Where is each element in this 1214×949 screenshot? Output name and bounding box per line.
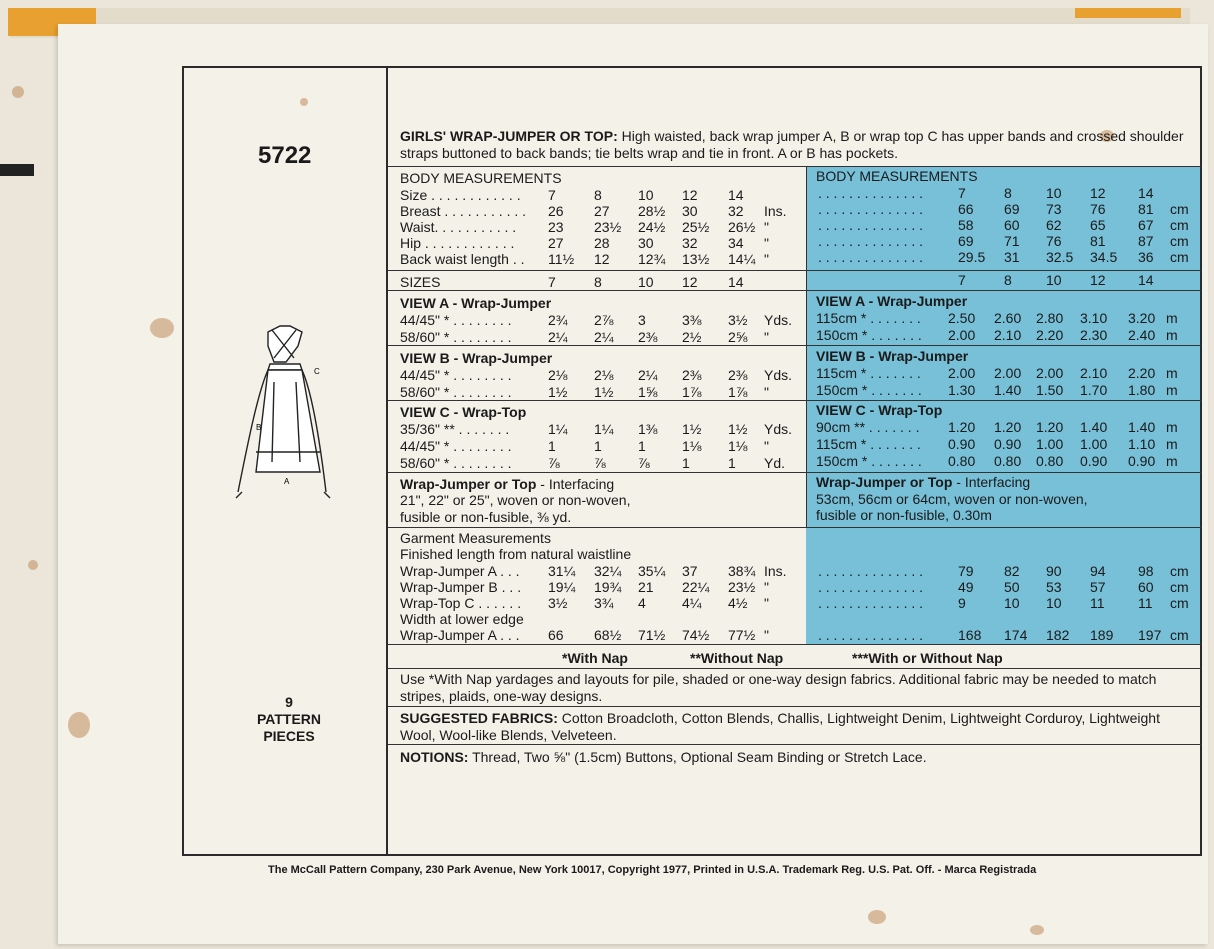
garment-unit: Ins. [764, 563, 787, 579]
metric-yardage-value: 3.20 [1128, 310, 1156, 326]
metric-yardage-value: 2.20 [1036, 327, 1064, 343]
interfacing-title-metric [816, 474, 1030, 490]
pieces-count: 9 [285, 694, 293, 710]
description-text: High waisted, back wrap jumper A, B or wrap top C has upper bands and crossed shoulder straps buttoned to back bands; tie belts wrap and tie in front. A or B has pockets. [400, 128, 1184, 161]
metric-yardage-value: 1.50 [1036, 382, 1064, 398]
metric-yardage-value: 1.00 [1036, 436, 1064, 452]
garment-value: 4 [638, 595, 646, 611]
view-title: VIEW C - Wrap-Top [400, 404, 527, 420]
metric-value: 69 [1004, 201, 1020, 217]
fabrics-title: SUGGESTED FABRICS: [400, 710, 558, 726]
metric-leader-dots: . . . . . . . . . . . . . . [818, 217, 924, 233]
metric-yardage-value: 1.80 [1128, 382, 1156, 398]
body-measurements-title-metric: BODY MEASUREMENTS [816, 168, 978, 184]
stain [1030, 925, 1044, 935]
metric-yardage-value: 2.00 [948, 365, 976, 381]
metric-yardage-value: 1.40 [1080, 419, 1108, 435]
measurement-value: 28½ [638, 203, 666, 219]
measurement-value: 26½ [728, 219, 756, 235]
yardage-value: 2⅛ [548, 367, 568, 383]
yardage-value: 2¾ [548, 312, 568, 328]
yardage-value: 3½ [728, 312, 748, 328]
metric-yardage-value: 0.90 [948, 436, 976, 452]
metric-leader-dots: . . . . . . . . . . . . . . [818, 201, 924, 217]
measurement-value: 24½ [638, 219, 666, 235]
metric-yardage-value: 0.90 [1128, 453, 1156, 469]
metric-unit: cm [1170, 233, 1189, 249]
garment-value: 23½ [728, 579, 756, 595]
garment-label: Wrap-Jumper A . . . [400, 563, 520, 579]
measurement-label: Back waist length . . [400, 251, 525, 267]
garment-width-value: 66 [548, 627, 564, 643]
garment-value: 19¼ [548, 579, 576, 595]
garment-unit: " [764, 595, 769, 611]
metric-value: 65 [1090, 217, 1106, 233]
measurement-value: 7 [548, 187, 556, 203]
view-letter-a: A [284, 477, 290, 486]
fabric-width-label: 58/60" * . . . . . . . . [400, 384, 512, 400]
measurement-value: 11½ [548, 251, 575, 267]
metric-value: 7 [958, 185, 966, 201]
divider [388, 668, 1202, 669]
metric-yardage-value: 2.00 [1036, 365, 1064, 381]
size-metric-value: 8 [1004, 272, 1012, 288]
yardage-value: 2¼ [548, 329, 568, 345]
yardage-value: 1 [682, 455, 690, 471]
metric-value: 8 [1004, 185, 1012, 201]
metric-value: 14 [1138, 185, 1154, 201]
measurement-label: Breast . . . . . . . . . . . [400, 203, 527, 219]
yardage-value: 1⅜ [638, 421, 658, 437]
garment-width-label-row: Wrap-Jumper A . . . [400, 627, 520, 643]
interfacing-left-line-2: fusible or non-fusible, ⅜ yd. [400, 509, 572, 525]
metric-value: 76 [1046, 233, 1062, 249]
metric-leader-dots: . . . . . . . . . . . . . . [818, 185, 924, 201]
garment-metric-value: 60 [1138, 579, 1154, 595]
measurement-value: 27 [548, 235, 564, 251]
measurement-value: 14¼ [728, 251, 756, 267]
yardage-unit: Yd. [764, 455, 786, 471]
metric-value: 87 [1138, 233, 1154, 249]
garment-metric-value: 11 [1138, 595, 1153, 611]
garment-value: 37 [682, 563, 698, 579]
metric-yardage-value: 1.00 [1080, 436, 1108, 452]
interfacing-title-rest: - Interfacing [536, 476, 615, 492]
yardage-value: 1 [548, 438, 556, 454]
view-title-metric: VIEW A - Wrap-Jumper [816, 293, 968, 309]
fabric-width-label: 44/45" * . . . . . . . . [400, 438, 512, 454]
metric-yardage-value: 1.10 [1128, 436, 1156, 452]
measurement-value: 8 [594, 187, 602, 203]
metric-yardage-value: 0.80 [994, 453, 1022, 469]
either-nap-note: ***With or Without Nap [852, 650, 1003, 666]
fabric-width-label: 44/45" * . . . . . . . . [400, 312, 512, 328]
stain [68, 712, 90, 738]
garment-label: Wrap-Jumper B . . . [400, 579, 522, 595]
measurement-value: 32 [728, 203, 744, 219]
measurement-value: 12 [682, 187, 698, 203]
yardage-unit: " [764, 438, 769, 454]
garment-metric-value: 10 [1004, 595, 1020, 611]
garment-width-value: 71½ [638, 627, 666, 643]
metric-yardage-value: 0.90 [994, 436, 1022, 452]
metric-value: 10 [1046, 185, 1062, 201]
fabrics-text: Cotton Broadcloth, Cotton Blends, Challis, Lightweight Denim, Lightweight Corduroy, Lightweight Wool, Wool-like Blends, Velveteen. [400, 710, 1160, 743]
garment-value: 3¾ [594, 595, 614, 611]
measurement-label: Size . . . . . . . . . . . . [400, 187, 521, 203]
yardage-value: 1⅞ [728, 384, 748, 400]
metric-leader-dots: . . . . . . . . . . . . . . [818, 249, 924, 265]
garment-metric-value: 10 [1046, 595, 1062, 611]
metric-leader-dots: . . . . . . . . . . . . . . [818, 595, 924, 611]
measurement-label: Waist. . . . . . . . . . . [400, 219, 517, 235]
size-metric-value: 12 [1090, 272, 1106, 288]
divider [388, 166, 1202, 167]
nap-usage-note: Use *With Nap yardages and layouts for pile, shaded or one-way design fabrics. Additional fabric may be needed to match stripes, plaids, one-way designs. [400, 671, 1157, 704]
metric-yardage-unit: m [1166, 436, 1178, 452]
pattern-pieces [224, 694, 354, 745]
yardage-unit: " [764, 384, 769, 400]
size-value: 12 [682, 274, 698, 290]
garment-metric-unit: cm [1170, 563, 1189, 579]
metric-yardage-unit: m [1166, 419, 1178, 435]
metric-yardage-value: 2.10 [1080, 365, 1108, 381]
measurement-value: 12¾ [638, 251, 666, 267]
measurement-value: 30 [638, 235, 654, 251]
dress-illustration [228, 322, 338, 502]
metric-value: 62 [1046, 217, 1062, 233]
interfacing-title-metric-bold: Wrap-Jumper or Top [816, 474, 953, 490]
stain [12, 86, 24, 98]
metric-value: 31 [1004, 249, 1020, 265]
measurement-unit: " [764, 219, 769, 235]
metric-value: 36 [1138, 249, 1154, 265]
garment-metric-value: 11 [1090, 595, 1105, 611]
garment-width-value: 74½ [682, 627, 710, 643]
measurement-unit: " [764, 235, 769, 251]
garment-metric-value: 98 [1138, 563, 1154, 579]
yardage-value: 3 [638, 312, 646, 328]
yardage-value: 2⅜ [682, 367, 702, 383]
divider [388, 744, 1202, 745]
garment-value: 4¼ [682, 595, 702, 611]
garment-metric-value: 82 [1004, 563, 1020, 579]
yardage-value: 1 [728, 455, 736, 471]
divider [388, 345, 1202, 346]
yardage-value: 1½ [548, 384, 568, 400]
metric-fabric-width-label: 115cm * . . . . . . . [816, 310, 921, 326]
metric-yardage-value: 0.90 [1080, 453, 1108, 469]
divider [388, 290, 1202, 291]
metric-yardage-value: 2.00 [948, 327, 976, 343]
garment-width-metric-value: 197 [1138, 627, 1162, 643]
measurement-value: 27 [594, 203, 610, 219]
size-value: 10 [638, 274, 654, 290]
garment-title: Garment Measurements [400, 530, 551, 546]
metric-value: 29.5 [958, 249, 986, 265]
garment-metric-value: 79 [958, 563, 974, 579]
metric-fabric-width-label: 115cm * . . . . . . . [816, 365, 921, 381]
measurement-value: 23½ [594, 219, 622, 235]
metric-value: 60 [1004, 217, 1020, 233]
divider [388, 706, 1202, 707]
stain [150, 318, 174, 338]
fabric-width-label: 58/60" * . . . . . . . . [400, 455, 512, 471]
yardage-value: 2¼ [594, 329, 614, 345]
yardage-value: 2⅛ [594, 367, 614, 383]
metric-value: 73 [1046, 201, 1062, 217]
size-value: 7 [548, 274, 556, 290]
suggested-fabrics [400, 710, 1195, 744]
yardage-value: 1 [638, 438, 646, 454]
metric-leader-dots: . . . . . . . . . . . . . . [818, 233, 924, 249]
metric-unit: cm [1170, 201, 1189, 217]
garment-width-value: 77½ [728, 627, 756, 643]
divider [388, 527, 1202, 528]
metric-value: 81 [1090, 233, 1106, 249]
metric-yardage-value: 2.80 [1036, 310, 1064, 326]
yardage-value: 1⅝ [638, 384, 658, 400]
measurement-value: 13½ [682, 251, 710, 267]
metric-yardage-unit: m [1166, 382, 1178, 398]
view-title-metric: VIEW C - Wrap-Top [816, 402, 943, 418]
garment-subtitle: Finished length from natural waistline [400, 546, 632, 562]
metric-leader-dots: . . . . . . . . . . . . . . [818, 563, 924, 579]
size-value: 8 [594, 274, 602, 290]
garment-metric-unit: cm [1170, 579, 1189, 595]
metric-leader-dots: . . . . . . . . . . . . . . [818, 627, 924, 643]
metric-yardage-value: 3.10 [1080, 310, 1108, 326]
garment-value: 38¾ [728, 563, 756, 579]
yardage-value: ⅞ [548, 455, 560, 471]
metric-yardage-value: 0.80 [948, 453, 976, 469]
size-metric-value: 14 [1138, 272, 1154, 288]
yardage-value: 1½ [594, 384, 614, 400]
garment-metric-value: 50 [1004, 579, 1020, 595]
garment-width-metric-value: 168 [958, 627, 982, 643]
tape-right [1075, 8, 1181, 18]
yardage-unit: Yds. [764, 312, 793, 328]
garment-value: 4½ [728, 595, 748, 611]
metric-yardage-unit: m [1166, 365, 1178, 381]
notions [400, 749, 1195, 766]
measurement-value: 10 [638, 187, 654, 203]
view-letter-b: B [256, 423, 262, 432]
metric-yardage-value: 2.60 [994, 310, 1022, 326]
metric-yardage-value: 1.20 [948, 419, 976, 435]
black-mark [0, 164, 34, 176]
garment-width-metric-value: 174 [1004, 627, 1028, 643]
interfacing-left-line-1: 21", 22" or 25", woven or non-woven, [400, 492, 631, 508]
yardage-unit: " [764, 329, 769, 345]
measurement-value: 26 [548, 203, 564, 219]
metric-value: 66 [958, 201, 974, 217]
yardage-value: 2⅜ [728, 367, 748, 383]
yardage-value: 1⅞ [682, 384, 702, 400]
metric-value: 67 [1138, 217, 1154, 233]
metric-value: 32.5 [1046, 249, 1074, 265]
view-title-metric: VIEW B - Wrap-Jumper [816, 348, 969, 364]
metric-fabric-width-label: 150cm * . . . . . . . [816, 382, 922, 398]
metric-yardage-value: 1.70 [1080, 382, 1108, 398]
with-nap-note: *With Nap [562, 650, 628, 666]
measurement-value: 12 [594, 251, 610, 267]
divider [806, 166, 807, 528]
notions-title: NOTIONS: [400, 749, 469, 765]
yardage-value: 1¼ [548, 421, 568, 437]
garment-value: 22¼ [682, 579, 710, 595]
metric-yardage-value: 2.40 [1128, 327, 1156, 343]
interfacing-title-bold: Wrap-Jumper or Top [400, 476, 537, 492]
interfacing-right-line-1: 53cm, 56cm or 64cm, woven or non-woven, [816, 491, 1088, 507]
yardage-value: ⅞ [638, 455, 650, 471]
yardage-value: 1⅛ [682, 438, 702, 454]
view-title: VIEW A - Wrap-Jumper [400, 295, 552, 311]
metric-value: 71 [1004, 233, 1020, 249]
garment-width-metric-unit: cm [1170, 627, 1189, 643]
metric-value: 12 [1090, 185, 1106, 201]
view-letter-c: C [314, 367, 320, 376]
metric-value: 58 [958, 217, 974, 233]
metric-unit: cm [1170, 217, 1189, 233]
footer-copyright: The McCall Pattern Company, 230 Park Avenue, New York 10017, Copyright 1977, Printed in U.S.A. Trademark Reg. U.S. Pat. Off. - Marca Registrada [268, 864, 1037, 876]
divider [388, 472, 1202, 473]
garment-value: 31¼ [548, 563, 576, 579]
divider [388, 270, 1202, 271]
metric-yardage-value: 2.20 [1128, 365, 1156, 381]
body-measurements-title: BODY MEASUREMENTS [400, 170, 562, 186]
measurement-value: 23 [548, 219, 564, 235]
metric-yardage-value: 1.20 [994, 419, 1022, 435]
notions-text: Thread, Two ⅝" (1.5cm) Buttons, Optional Seam Binding or Stretch Lace. [468, 749, 927, 765]
garment-metric-value: 9 [958, 595, 966, 611]
metric-fabric-width-label: 115cm * . . . . . . . [816, 436, 921, 452]
measurement-value: 25½ [682, 219, 710, 235]
measurement-value: 34 [728, 235, 744, 251]
without-nap-note: **Without Nap [690, 650, 784, 666]
garment-unit: " [764, 579, 769, 595]
pieces-label-2: PIECES [263, 728, 315, 744]
measurement-value: 30 [682, 203, 698, 219]
yardage-value: 1½ [682, 421, 702, 437]
yardage-value: 1 [594, 438, 602, 454]
garment-value: 32¼ [594, 563, 622, 579]
pattern-number: 5722 [258, 142, 312, 169]
metric-yardage-value: 2.00 [994, 365, 1022, 381]
yardage-value: 2½ [682, 329, 702, 345]
garment-metric-value: 49 [958, 579, 974, 595]
garment-width-metric-value: 182 [1046, 627, 1070, 643]
size-metric-value: 7 [958, 272, 966, 288]
yardage-value: 1¼ [594, 421, 614, 437]
garment-metric-value: 53 [1046, 579, 1062, 595]
metric-yardage-value: 2.30 [1080, 327, 1108, 343]
measurement-value: 28 [594, 235, 610, 251]
metric-yardage-value: 2.50 [948, 310, 976, 326]
garment-metric-value: 57 [1090, 579, 1106, 595]
measurement-unit: Ins. [764, 203, 787, 219]
measurement-unit: " [764, 251, 769, 267]
fabric-width-label: 58/60" * . . . . . . . . [400, 329, 512, 345]
pattern-description [400, 128, 1195, 162]
yardage-value: 2⅝ [728, 329, 748, 345]
yardage-unit: Yds. [764, 367, 793, 383]
garment-metric-value: 90 [1046, 563, 1062, 579]
metric-yardage-unit: m [1166, 453, 1178, 469]
yardage-value: 1½ [728, 421, 748, 437]
metric-value: 69 [958, 233, 974, 249]
yardage-value: 2⅞ [594, 312, 614, 328]
yardage-unit: Yds. [764, 421, 793, 437]
fabric-width-label: 44/45" * . . . . . . . . [400, 367, 512, 383]
garment-width-value: 68½ [594, 627, 622, 643]
yardage-value: 1⅛ [728, 438, 748, 454]
metric-yardage-value: 1.20 [1036, 419, 1064, 435]
measurement-value: 32 [682, 235, 698, 251]
measurement-label: Hip . . . . . . . . . . . . [400, 235, 515, 251]
metric-fabric-width-label: 90cm ** . . . . . . . [816, 419, 920, 435]
interfacing-right-line-2: fusible or non-fusible, 0.30m [816, 507, 992, 523]
interfacing-title [400, 476, 614, 492]
garment-value: 19¾ [594, 579, 622, 595]
garment-width-metric-value: 189 [1090, 627, 1114, 643]
garment-metric-value: 94 [1090, 563, 1106, 579]
metric-value: 34.5 [1090, 249, 1118, 265]
stain [868, 910, 886, 924]
metric-fabric-width-label: 150cm * . . . . . . . [816, 453, 922, 469]
yardage-value: 2⅜ [638, 329, 658, 345]
divider [388, 400, 1202, 401]
metric-yardage-value: 1.30 [948, 382, 976, 398]
metric-unit: cm [1170, 249, 1189, 265]
size-value: 14 [728, 274, 744, 290]
garment-metric-unit: cm [1170, 595, 1189, 611]
yardage-value: 2¼ [638, 367, 658, 383]
metric-yardage-unit: m [1166, 310, 1178, 326]
garment-width-label: Width at lower edge [400, 611, 524, 627]
view-title: VIEW B - Wrap-Jumper [400, 350, 553, 366]
divider [388, 644, 1202, 645]
size-metric-value: 10 [1046, 272, 1062, 288]
garment-label: Wrap-Top C . . . . . . [400, 595, 522, 611]
stain [28, 560, 38, 570]
metric-yardage-value: 1.40 [1128, 419, 1156, 435]
garment-value: 35¼ [638, 563, 666, 579]
garment-width-unit: " [764, 627, 769, 643]
garment-value: 21 [638, 579, 654, 595]
metric-yardage-unit: m [1166, 327, 1178, 343]
sizes-label: SIZES [400, 274, 441, 290]
metric-value: 81 [1138, 201, 1154, 217]
metric-fabric-width-label: 150cm * . . . . . . . [816, 327, 922, 343]
pieces-label-1: PATTERN [256, 711, 322, 727]
metric-value: 76 [1090, 201, 1106, 217]
metric-leader-dots: . . . . . . . . . . . . . . [818, 579, 924, 595]
yardage-value: 3⅜ [682, 312, 702, 328]
description-title: GIRLS' WRAP-JUMPER OR TOP: [400, 128, 618, 144]
measurement-value: 14 [728, 187, 744, 203]
garment-value: 3½ [548, 595, 568, 611]
fabric-width-label: 35/36" ** . . . . . . . [400, 421, 510, 437]
metric-yardage-value: 2.10 [994, 327, 1022, 343]
interfacing-title-metric-rest: - Interfacing [952, 474, 1031, 490]
metric-yardage-value: 0.80 [1036, 453, 1064, 469]
yardage-value: ⅞ [594, 455, 606, 471]
metric-yardage-value: 1.40 [994, 382, 1022, 398]
